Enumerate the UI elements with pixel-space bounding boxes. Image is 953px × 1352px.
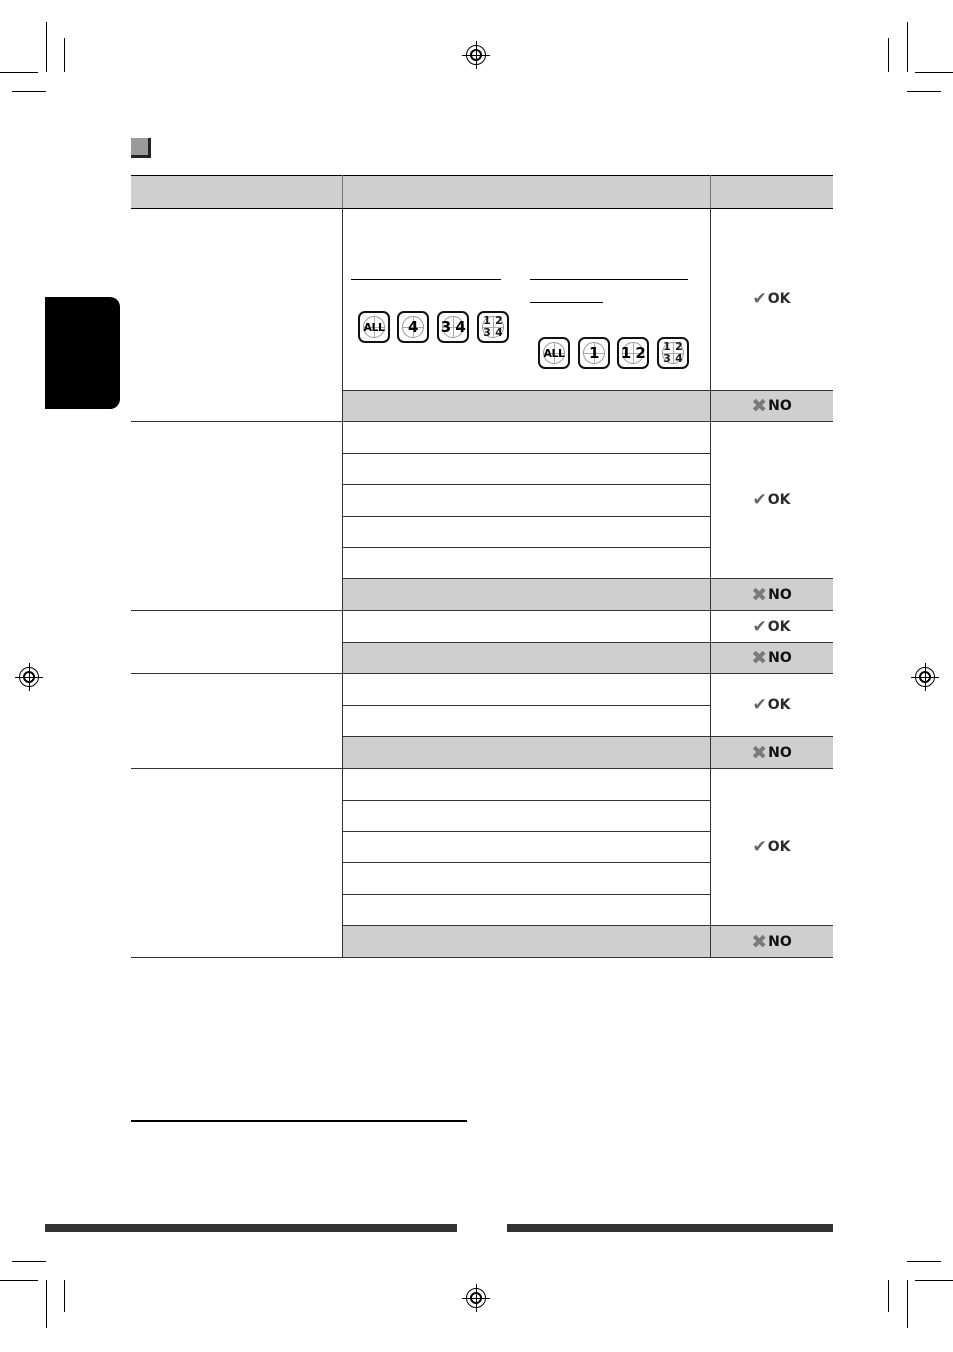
ok-status: ✔ OK [752, 837, 791, 857]
check-icon: ✔ [752, 616, 767, 637]
region-code-icon: ALL [538, 337, 570, 369]
check-icon: ✔ [752, 837, 767, 857]
row-separator [343, 705, 710, 706]
row-separator [343, 453, 710, 454]
crop-mark [64, 38, 65, 72]
region-code-icon: 4 [397, 311, 429, 343]
crop-mark [907, 91, 941, 92]
table-header [131, 175, 833, 208]
cross-icon: ✖ [751, 741, 768, 764]
cross-icon: ✖ [751, 646, 768, 669]
crop-mark [64, 1280, 65, 1312]
crop-mark [915, 72, 953, 73]
side-tab [45, 297, 120, 409]
row-separator [343, 516, 710, 517]
crop-mark [12, 91, 46, 92]
footer-bar-left [45, 1224, 457, 1232]
row-separator [343, 894, 710, 895]
ok-status: ✔ OK [752, 616, 791, 637]
cross-icon: ✖ [751, 394, 768, 417]
footer-bar-right [507, 1224, 833, 1232]
ok-status: ✔ OK [752, 695, 791, 715]
row-separator [343, 831, 710, 832]
region-quad: 1 2 3 4 [663, 340, 683, 365]
no-status: ✖ NO [751, 394, 792, 417]
cross-icon: ✖ [751, 930, 768, 953]
row-separator [343, 484, 710, 485]
no-status: ✖ NO [751, 930, 792, 953]
underline-right-2 [530, 302, 603, 303]
region-quad: 1 2 3 4 [483, 314, 503, 339]
crop-mark [12, 1261, 46, 1262]
crop-mark [907, 22, 908, 72]
crop-mark [888, 1280, 889, 1312]
no-status: ✖ NO [751, 741, 792, 764]
crop-mark [888, 38, 889, 72]
crop-mark [907, 1280, 908, 1328]
crop-mark [0, 1280, 38, 1281]
underline-right [530, 279, 688, 280]
check-icon: ✔ [752, 695, 767, 715]
crop-mark [907, 1261, 941, 1262]
region-code-icon: 1 2 [617, 337, 649, 369]
region-code-icon: ALL [358, 311, 390, 343]
region-code-icon: 1 [578, 337, 610, 369]
crop-mark [46, 1280, 47, 1328]
cross-icon: ✖ [751, 583, 768, 606]
crop-mark [0, 72, 38, 73]
region-code-icon [657, 337, 689, 369]
crop-mark [46, 22, 47, 72]
ok-status: ✔ OK [752, 490, 791, 510]
no-status: ✖ NO [751, 583, 792, 606]
region-code-icon: 3 4 [437, 311, 469, 343]
row-separator [343, 800, 710, 801]
check-icon: ✔ [752, 490, 767, 510]
no-status: ✖ NO [751, 646, 792, 669]
underline-left [351, 279, 501, 280]
ok-status: ✔ OK [752, 289, 791, 309]
row-separator [343, 547, 710, 548]
crop-mark [915, 1280, 953, 1281]
footnote-rule [131, 1120, 467, 1122]
check-icon: ✔ [752, 289, 767, 309]
row-separator [343, 862, 710, 863]
region-code-icon [477, 311, 509, 343]
